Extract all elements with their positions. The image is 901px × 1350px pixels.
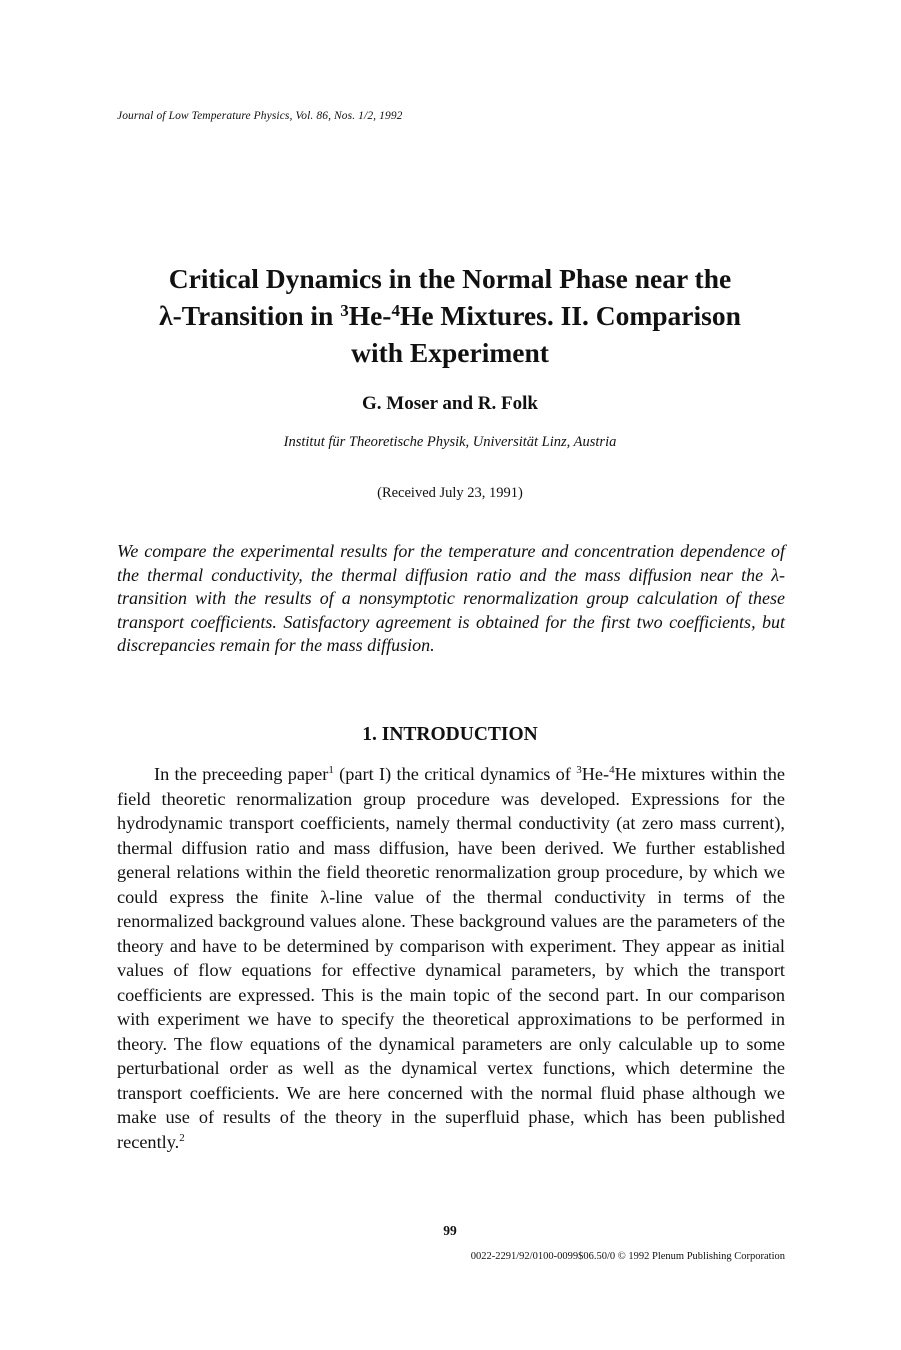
section-heading: 1. INTRODUCTION (362, 724, 538, 745)
footer-copyright: 0022-2291/92/0100-0099$06.50/0 © 1992 Plenum Publishing Corporation (470, 1251, 785, 1262)
affiliation: Institut für Theoretische Physik, Universität Linz, Austria (283, 434, 617, 450)
intro-text-2: (part I) the critical dynamics of (333, 764, 577, 784)
title-superscript-4: 4 (391, 301, 400, 320)
abstract: We compare the experimental results for the temperature and concentration dependence of the thermal conductivity, the thermal diffusion ratio and the mass diffusion near the λ-transition with the results of a nonsymptotic renormalization group calculation of these transport coefficients. Satisfactory agreement is obtained for the first two coefficients, but discrepancies remain for the mass diffusion. (117, 541, 785, 656)
title-line-2-c: He Mixtures. II. Comparison (399, 300, 741, 331)
reference-1: 1 (328, 764, 334, 776)
superscript-4: 4 (609, 764, 615, 776)
paper-title (110, 260, 790, 371)
journal-citation: Journal of Low Temperature Physics, Vol. 86, Nos. 1/2, 1992 (117, 110, 403, 122)
title-line-2 (110, 297, 790, 334)
title-line-3: with Experiment (351, 337, 549, 368)
authors: G. Moser and R. Folk (362, 393, 538, 414)
title-line-1: Critical Dynamics in the Normal Phase near the (168, 263, 732, 294)
title-line-2-b: He- (348, 300, 392, 331)
intro-text-1: In the preceeding paper (154, 764, 329, 784)
reference-2: 2 (179, 1131, 185, 1144)
superscript-3: 3 (576, 764, 582, 776)
title-superscript-3: 3 (340, 301, 349, 320)
intro-text-3: He- (581, 764, 610, 784)
page-number: 99 (443, 1223, 457, 1238)
intro-paragraph (117, 762, 785, 1154)
intro-text-4: He mixtures within the field theoretic renormalization group procedure was developed. Expressions for the hydrodynamic transport coefficients, namely thermal conductivity (at zero mass current), thermal diffusion ratio and mass diffusion, have been derived. We further established general relations within the field theoretic renormalization group procedure, by which we could express the finite λ-line value of the thermal conductivity in terms of the renormalized background values alone. These background values are the parameters of the theory and have to be determined by comparison with experiment. They appear as initial values of flow equations for effective dynamical parameters, by which the transport coefficients are expressed. This is the main topic of the second part. In our comparison with experiment we have to specify the theoretical approximations to be performed in theory. The flow equations of the dynamical parameters are only calculable up to some perturbational order as well as the dynamical vertex functions, which determine the transport coefficients. We are here concerned with the normal fluid phase although we make use of results of the theory in the superfluid phase, which has been published recently. (117, 764, 785, 1152)
received-date: (Received July 23, 1991) (377, 485, 523, 501)
title-line-2-a: λ-Transition in (159, 300, 341, 331)
